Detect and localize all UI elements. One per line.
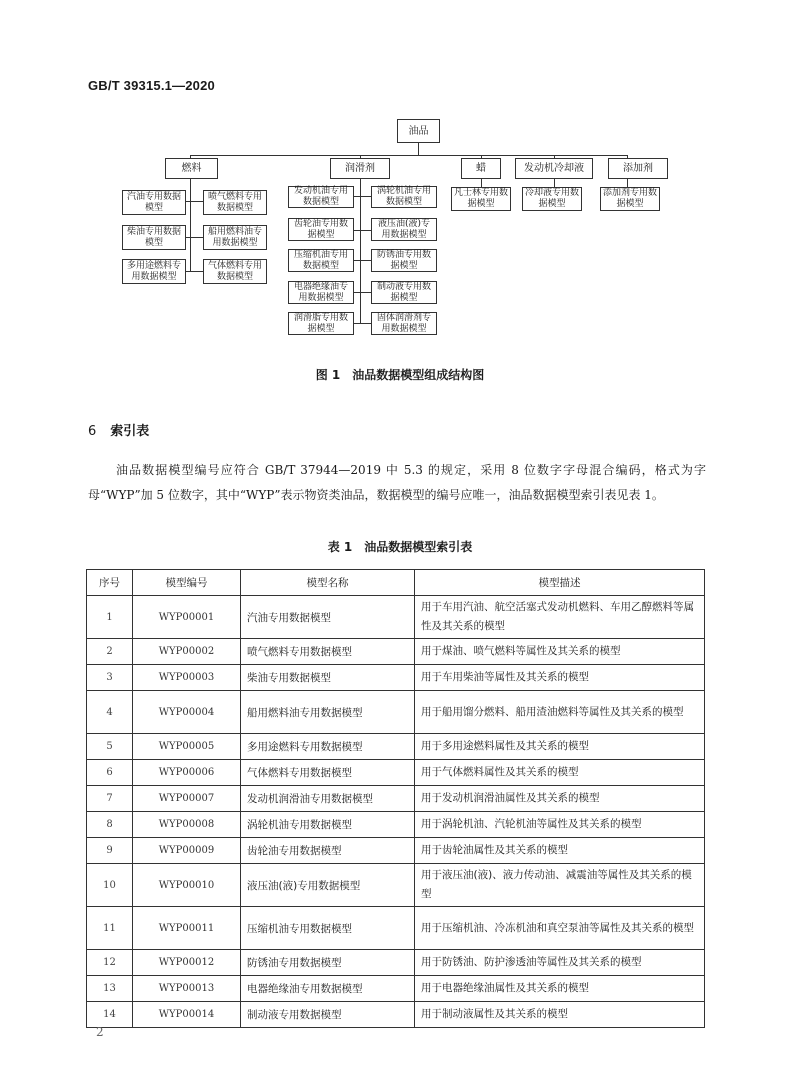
model-description: 用于压缩机油、冷冻机油和真空泵油等属性及其关系的模型 <box>415 907 705 950</box>
model-name: 涡轮机油专用数据模型 <box>241 812 415 838</box>
row-index: 12 <box>87 950 133 976</box>
table-number: 表 1 <box>327 540 353 554</box>
model-node: 润滑脂专用数据模型 <box>288 312 354 335</box>
model-name: 喷气燃料专用数据模型 <box>241 639 415 665</box>
section-heading <box>88 420 149 439</box>
page-number: 2 <box>96 1025 104 1039</box>
model-code: WYP00009 <box>133 838 241 864</box>
model-node: 凡士林专用数据模型 <box>451 187 511 211</box>
model-node: 涡轮机油专用数据模型 <box>371 186 437 208</box>
table-caption <box>0 538 800 555</box>
model-description: 用于发动机润滑油属性及其关系的模型 <box>415 786 705 812</box>
standard-code: GB/T 39315.1—2020 <box>88 78 215 93</box>
category-node: 添加剂 <box>608 158 668 179</box>
model-description: 用于煤油、喷气燃料等属性及其关系的模型 <box>415 639 705 665</box>
table-row <box>87 691 705 734</box>
table-row <box>87 734 705 760</box>
row-index: 7 <box>87 786 133 812</box>
row-index: 14 <box>87 1002 133 1028</box>
column-header: 序号 <box>87 570 133 596</box>
model-name: 柴油专用数据模型 <box>241 665 415 691</box>
model-code: WYP00007 <box>133 786 241 812</box>
model-node: 船用燃料油专用数据模型 <box>203 225 267 250</box>
table-row <box>87 864 705 907</box>
model-description: 用于电器绝缘油属性及其关系的模型 <box>415 976 705 1002</box>
model-node: 固体润滑剂专用数据模型 <box>371 312 437 335</box>
category-node: 蜡 <box>461 158 501 179</box>
model-code: WYP00008 <box>133 812 241 838</box>
model-name: 制动液专用数据模型 <box>241 1002 415 1028</box>
column-header: 模型名称 <box>241 570 415 596</box>
table-row <box>87 812 705 838</box>
model-name: 齿轮油专用数据模型 <box>241 838 415 864</box>
model-name: 发动机润滑油专用数据模型 <box>241 786 415 812</box>
model-code: WYP00014 <box>133 1002 241 1028</box>
row-index: 2 <box>87 639 133 665</box>
model-name: 压缩机油专用数据模型 <box>241 907 415 950</box>
model-code: WYP00013 <box>133 976 241 1002</box>
model-name: 汽油专用数据模型 <box>241 596 415 639</box>
table-header-row <box>87 570 705 596</box>
table-row <box>87 950 705 976</box>
model-node: 电器绝缘油专用数据模型 <box>288 281 354 304</box>
row-index: 1 <box>87 596 133 639</box>
category-node: 燃料 <box>165 158 218 179</box>
table-title: 油品数据模型索引表 <box>364 540 473 554</box>
model-name: 防锈油专用数据模型 <box>241 950 415 976</box>
row-index: 13 <box>87 976 133 1002</box>
model-node: 柴油专用数据模型 <box>122 225 186 250</box>
model-node: 制动液专用数据模型 <box>371 281 437 304</box>
model-description: 用于车用柴油等属性及其关系的模型 <box>415 665 705 691</box>
row-index: 8 <box>87 812 133 838</box>
table-row <box>87 1002 705 1028</box>
category-node: 发动机冷却液 <box>515 158 593 179</box>
section-title: 索引表 <box>110 424 150 439</box>
row-index: 6 <box>87 760 133 786</box>
model-node: 气体燃料专用数据模型 <box>203 259 267 284</box>
column-header: 模型编号 <box>133 570 241 596</box>
model-code: WYP00001 <box>133 596 241 639</box>
model-node: 冷却液专用数据模型 <box>522 187 582 211</box>
model-name: 液压油(液)专用数据模型 <box>241 864 415 907</box>
figure-number: 图 1 <box>315 368 341 382</box>
row-index: 3 <box>87 665 133 691</box>
index-table <box>86 569 705 1028</box>
model-description: 用于液压油(液)、液力传动油、减震油等属性及其关系的模型 <box>415 864 705 907</box>
table-row <box>87 760 705 786</box>
model-name: 多用途燃料专用数据模型 <box>241 734 415 760</box>
model-node: 发动机油专用数据模型 <box>288 186 354 208</box>
model-code: WYP00005 <box>133 734 241 760</box>
model-description: 用于气体燃料属性及其关系的模型 <box>415 760 705 786</box>
model-name: 气体燃料专用数据模型 <box>241 760 415 786</box>
table-row <box>87 596 705 639</box>
model-description: 用于防锈油、防护渗透油等属性及其关系的模型 <box>415 950 705 976</box>
model-node: 压缩机油专用数据模型 <box>288 249 354 272</box>
model-name: 电器绝缘油专用数据模型 <box>241 976 415 1002</box>
model-code: WYP00011 <box>133 907 241 950</box>
root-node: 油品 <box>397 119 440 143</box>
model-description: 用于船用馏分燃料、船用渣油燃料等属性及其关系的模型 <box>415 691 705 734</box>
table-row <box>87 639 705 665</box>
model-code: WYP00002 <box>133 639 241 665</box>
table-row <box>87 976 705 1002</box>
row-index: 4 <box>87 691 133 734</box>
section-number: 6 <box>88 424 97 439</box>
model-node: 齿轮油专用数据模型 <box>288 218 354 241</box>
model-description: 用于车用汽油、航空活塞式发动机燃料、车用乙醇燃料等属性及其关系的模型 <box>415 596 705 639</box>
figure-caption <box>0 366 800 383</box>
table-row <box>87 665 705 691</box>
model-description: 用于制动液属性及其关系的模型 <box>415 1002 705 1028</box>
model-description: 用于齿轮油属性及其关系的模型 <box>415 838 705 864</box>
model-code: WYP00004 <box>133 691 241 734</box>
model-node: 液压油(液)专用数据模型 <box>371 218 437 241</box>
row-index: 10 <box>87 864 133 907</box>
model-code: WYP00010 <box>133 864 241 907</box>
body-paragraph: 油品数据模型编号应符合 GB/T 37944—2019 中 5.3 的规定，采用 8 位数字字母混合编码，格式为字母“WYP”加 5 位数字，其中“WYP”表示物资类油品，数据模型的编号应唯一，油品数据模型索引表见表 1。 <box>88 463 706 502</box>
table-row <box>87 838 705 864</box>
category-node: 润滑剂 <box>330 158 390 179</box>
row-index: 11 <box>87 907 133 950</box>
model-description: 用于涡轮机油、汽轮机油等属性及其关系的模型 <box>415 812 705 838</box>
model-name: 船用燃料油专用数据模型 <box>241 691 415 734</box>
column-header: 模型描述 <box>415 570 705 596</box>
model-node: 防锈油专用数据模型 <box>371 249 437 272</box>
table-row <box>87 907 705 950</box>
model-node: 汽油专用数据模型 <box>122 190 186 215</box>
model-node: 添加剂专用数据模型 <box>600 187 660 211</box>
model-code: WYP00006 <box>133 760 241 786</box>
model-code: WYP00012 <box>133 950 241 976</box>
figure-title: 油品数据模型组成结构图 <box>352 368 485 382</box>
model-description: 用于多用途燃料属性及其关系的模型 <box>415 734 705 760</box>
table-row <box>87 786 705 812</box>
model-node: 喷气燃料专用数据模型 <box>203 190 267 215</box>
model-node: 多用途燃料专用数据模型 <box>122 259 186 284</box>
row-index: 5 <box>87 734 133 760</box>
row-index: 9 <box>87 838 133 864</box>
model-code: WYP00003 <box>133 665 241 691</box>
